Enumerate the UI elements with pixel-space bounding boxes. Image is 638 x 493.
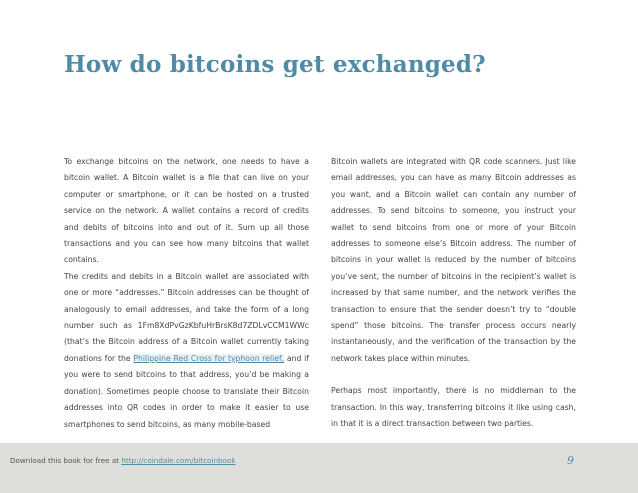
left-paragraph-2-text-after: and if you were to send bitcoins to that address, you’d be making a donation). Sometimes people choose to translate their Bitcoin addresses into QR codes in order to make it easier to use smartphones to send bitcoins, as many mobile-based <box>64 353 309 429</box>
left-paragraph-2-text-before: The credits and debits in a Bitcoin wallet are associated with one or more “addresses.” Bitcoin addresses can be thought of analogously to email addresses, and take the form of a long number such as 1Fm8XdPvGzKbfuHrBrsK8d7ZDLvCCM1WWc (that’s the Bitcoin address of a Bitcoin wallet currently taking donations for the <box>64 271 309 363</box>
left-column <box>64 154 309 433</box>
right-paragraph-1: Bitcoin wallets are integrated with QR code scanners. Just like email addresses, you can have as many Bitcoin addresses as you want, and a Bitcoin wallet can contain any number of addresses. To send bitcoins to someone, you instruct your wallet to send bitcoins from one or more of your Bitcoin addresses to someone else’s Bitcoin address. The number of bitcoins in your wallet is reduced by the number of bitcoins you’ve sent, the number of bitcoins in the recipient’s wallet is increased by that same number, and the network verifies the transaction to ensure that the sender doesn’t try to “double spend” those bitcoins. The transfer process occurs nearly instantaneously, and the verification of the transaction by the network takes place within minutes. <box>331 157 576 363</box>
right-column <box>331 154 576 433</box>
footer-text-label: Download this book for free at <box>10 456 122 465</box>
footer-download-note <box>10 456 236 465</box>
footer-book-link[interactable]: http://coindale.com/bitcoinbook <box>121 456 236 465</box>
page-title: How do bitcoins get exchanged? <box>64 51 486 78</box>
page-footer <box>0 443 638 493</box>
philippine-red-cross-link[interactable]: Philippine Red Cross for typhoon relief, <box>133 353 285 363</box>
left-paragraph-1: To exchange bitcoins on the network, one needs to have a bitcoin wallet. A Bitcoin wallet is a file that can live on your computer or smartphone, or it can be hosted on a trusted service on the network. A wallet contains a record of credits and debits of bitcoins into and out of it. Sum up all those transactions and you can see how many bitcoins that wallet contains. <box>64 157 309 265</box>
right-paragraph-2: Perhaps most importantly, there is no middleman to the transaction. In this way, transferring bitcoins it like using cash, in that it is a direct transaction between two parties. <box>331 386 576 429</box>
page-number: 9 <box>567 454 574 467</box>
left-paragraph-2 <box>64 269 309 433</box>
